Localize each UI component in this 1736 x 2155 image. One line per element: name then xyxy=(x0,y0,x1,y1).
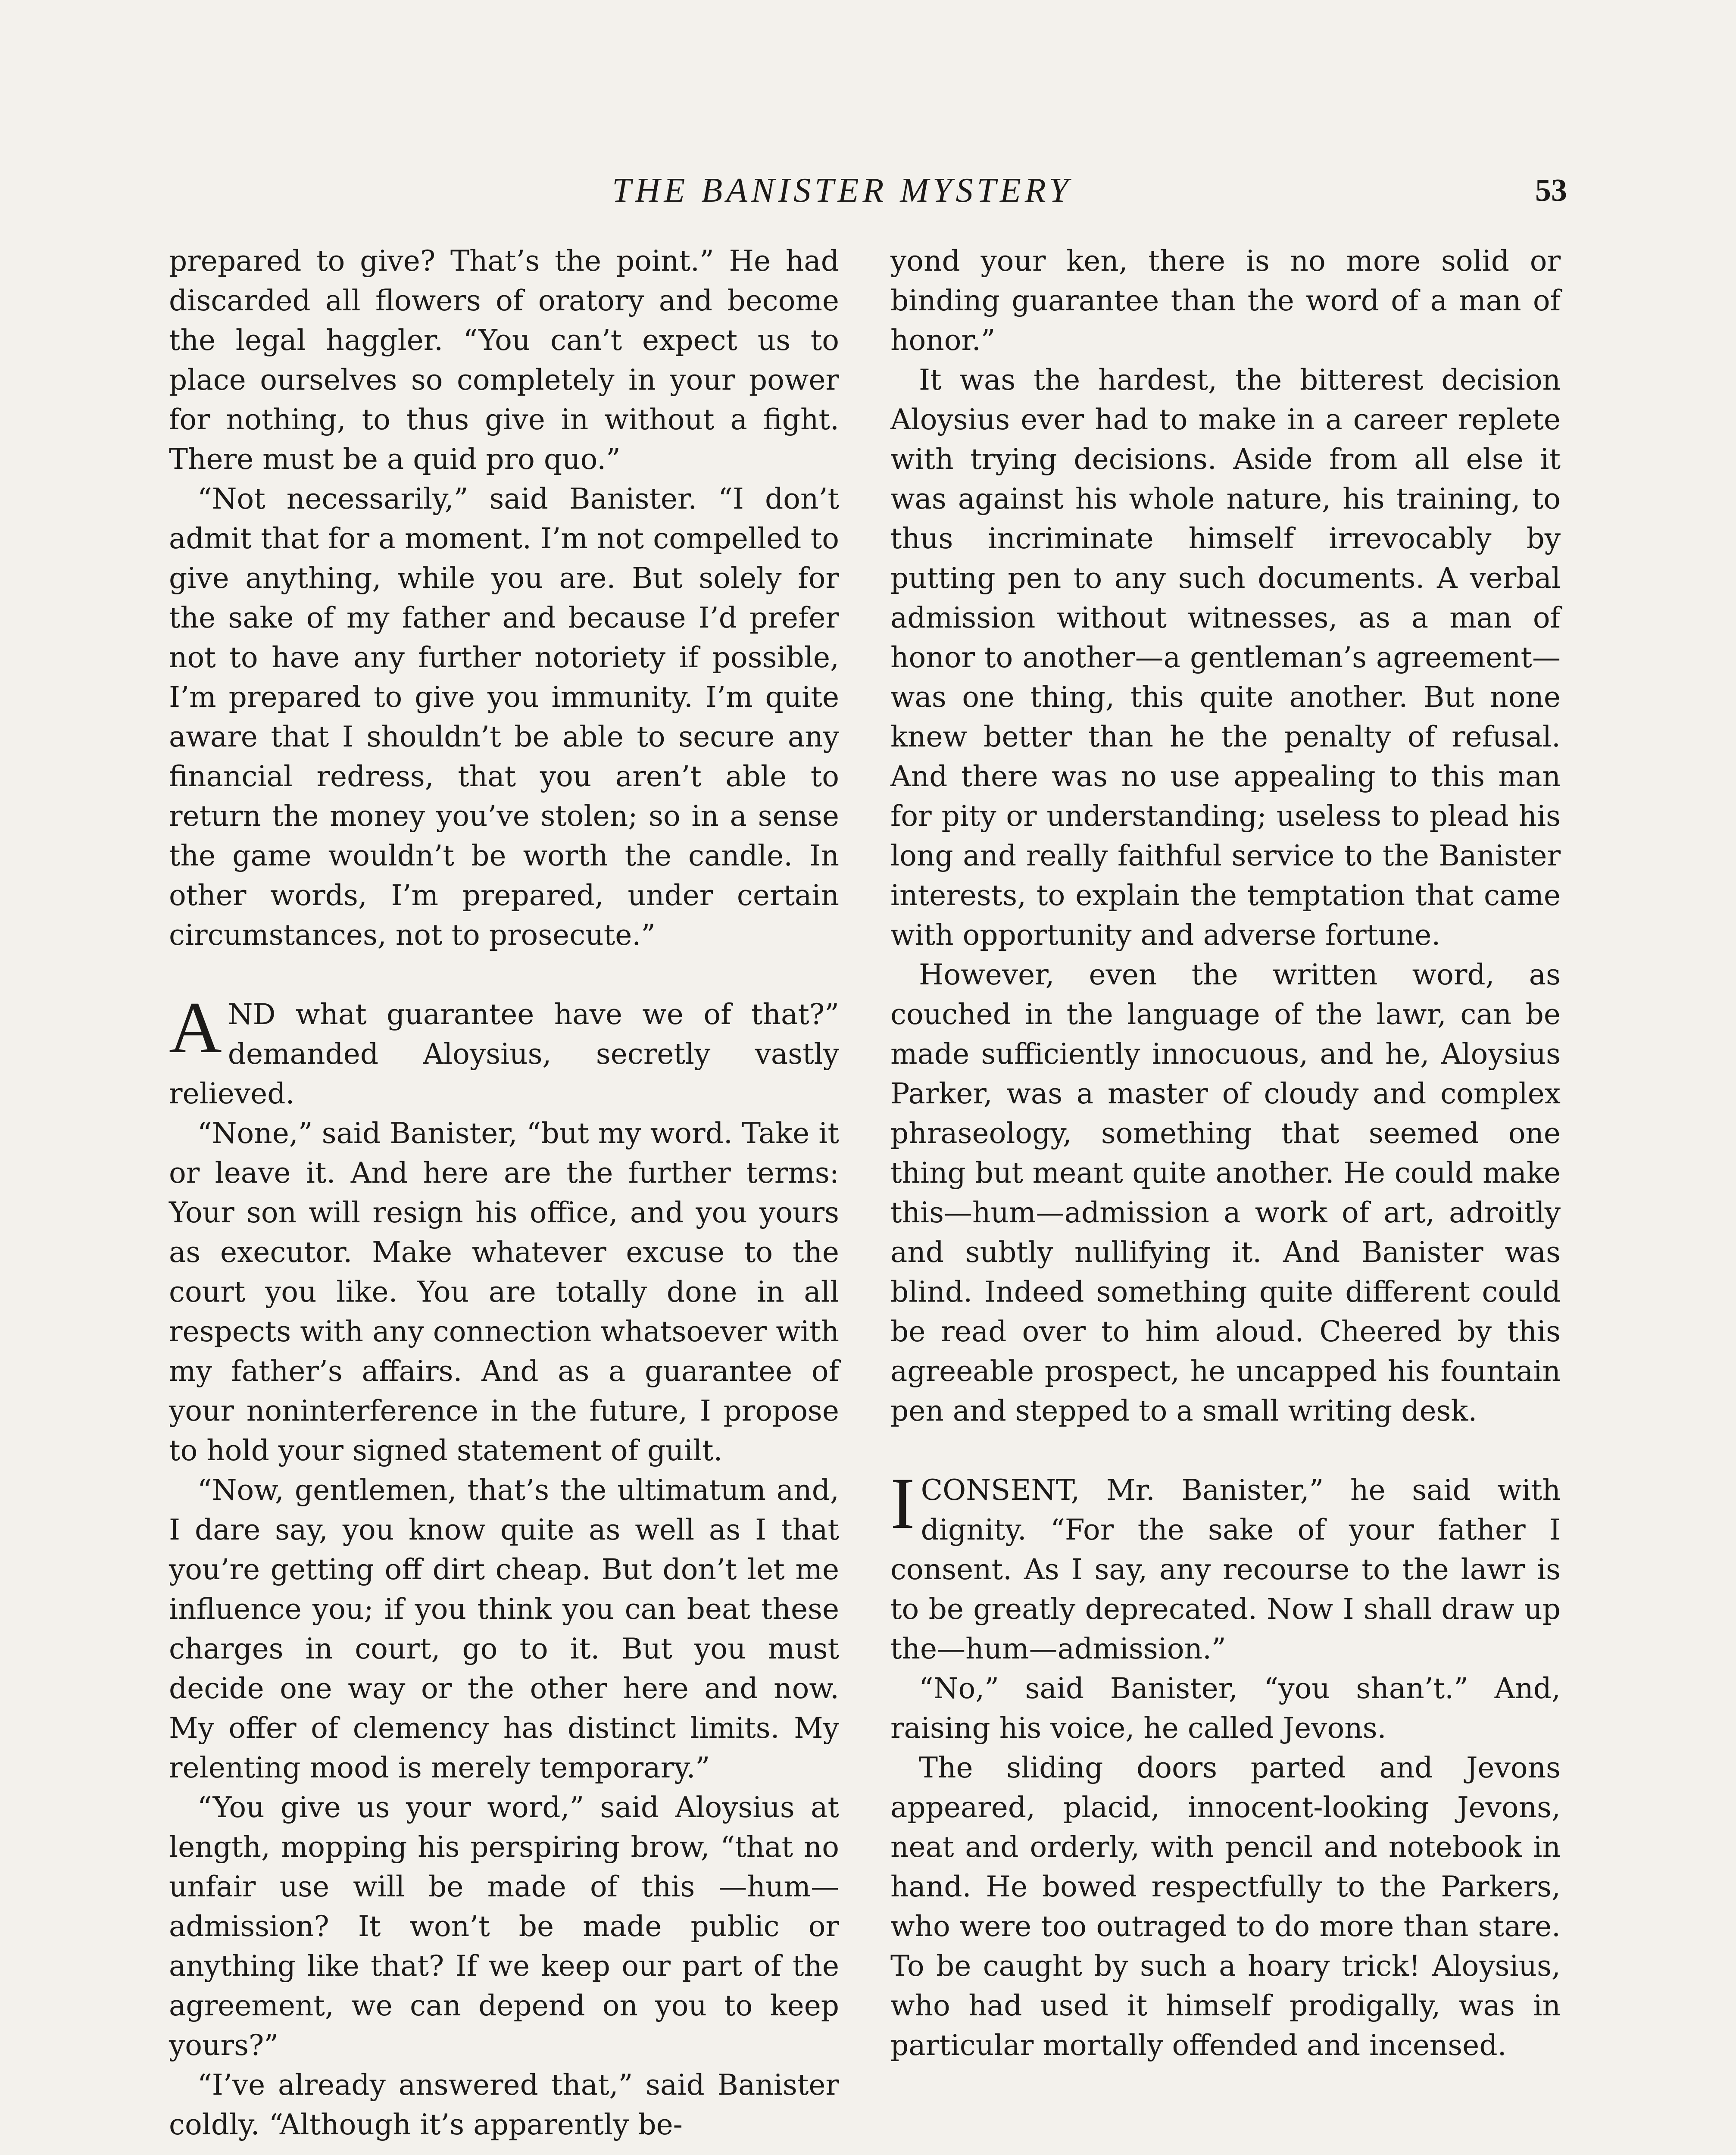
drop-cap: A xyxy=(169,987,222,1068)
left-column xyxy=(169,241,839,2145)
paragraph: “I’ve already answered that,” said Banister coldly. “Although it’s apparently be- xyxy=(169,2068,839,2141)
paragraph: “None,” said Banister, “but my word. Take it or leave it. And here are the further terms: Your son will resign his office, and you yours as executor. Make whatever excuse to the court you like. You are totally done in all respects with any connection whatsoever with my father’s affairs. And as a guarantee of your noninterference in the future, I propose to hold your signed statement of guilt. xyxy=(169,1117,839,1467)
right-column xyxy=(890,241,1561,2065)
paragraph: However, even the written word, as couched in the language of the lawr, can be made sufficiently innocuous, and he, Aloysius Parker, was a master of cloudy and complex phraseology, something that seemed one thing but meant quite another. He could make this—hum—admission a work of art, adroitly and subtly nullifying it. And Banister was blind. Indeed something quite different could be read over to him aloud. Cheered by this agreeable prospect, he uncapped his fountain pen and stepped to a small writing desk. xyxy=(890,958,1561,1427)
paragraph: “Not necessarily,” said Banister. “I don’t admit that for a moment. I’m not compelled to give anything, while you are. But solely for the sake of my father and because I’d prefer not to have any further notoriety if possible, I’m prepared to give you immunity. I’m quite aware that I shouldn’t be able to secure any financial redress, that you aren’t able to return the money you’ve stolen; so in a sense the game wouldn’t be worth the candle. In other words, I’m prepared, under certain circumstances, not to prosecute.” xyxy=(169,482,839,952)
paragraph: prepared to give? That’s the point.” He had discarded all flowers of oratory and become the legal haggler. “You can’t expect us to place ourselves so completely in your power for nothing, to thus give in without a fight. There must be a quid pro quo.” xyxy=(169,244,839,476)
paragraph-text: CONSENT, Mr. Banister,” he said with dignity. “For the sake of your father I consent. As I say, any recourse to the lawr is to be greatly deprecated. Now I shall draw up the—hum—admission.” xyxy=(890,1474,1561,1665)
drop-cap: I xyxy=(890,1463,915,1544)
paragraph: “You give us your word,” said Aloysius at length, mopping his perspiring brow, “that no unfair use will be made of this —hum—admission? It won’t be made public or anything like that? If we keep our part of the agreement, we can depend on you to keep yours?” xyxy=(169,1791,839,2062)
paragraph: yond your ken, there is no more solid or binding guarantee than the word of a man of honor.” xyxy=(890,244,1561,357)
page-header xyxy=(169,169,1567,216)
paragraph: “Now, gentlemen, that’s the ultimatum and, I dare say, you know quite as well as I that you’re getting off dirt cheap. But don’t let me influence you; if you think you can beat these charges in court, go to it. But you must decide one way or the other here and now. My offer of clemency has distinct limits. My relenting mood is merely temporary.” xyxy=(169,1474,839,1784)
paragraph-with-dropcap xyxy=(169,987,839,1114)
paragraph: It was the hardest, the bitterest decision Aloysius ever had to make in a career replete with trying decisions. Aside from all else it was against his whole nature, his training, to thus incriminate himself irrevocably by putting pen to any such documents. A verbal admission without witnesses, as a man of honor to another—a gentleman’s agreement—was one thing, this quite another. But none knew better than he the penalty of refusal. And there was no use appealing to this man for pity or understanding; useless to plead his long and really faithful service to the Banister interests, to explain the temptation that came with opportunity and adverse fortune. xyxy=(890,363,1561,952)
page-number: 53 xyxy=(1535,173,1567,208)
running-title: THE BANISTER MYSTERY xyxy=(612,172,1072,209)
paragraph: The sliding doors parted and Jevons appeared, placid, innocent-looking Jevons, neat and orderly, with pencil and notebook in hand. He bowed respectfully to the Parkers, who were too outraged to do more than stare. To be caught by such a hoary trick! Aloysius, who had used it himself prodigally, was in particular mortally offended and incensed. xyxy=(890,1751,1561,2062)
paragraph-with-dropcap xyxy=(890,1463,1561,1669)
paragraph-text: ND what guarantee have we of that?” demanded Aloysius, secretly vastly relieved. xyxy=(169,998,839,1110)
paragraph: “No,” said Banister, “you shan’t.” And, raising his voice, he called Jevons. xyxy=(890,1672,1561,1745)
